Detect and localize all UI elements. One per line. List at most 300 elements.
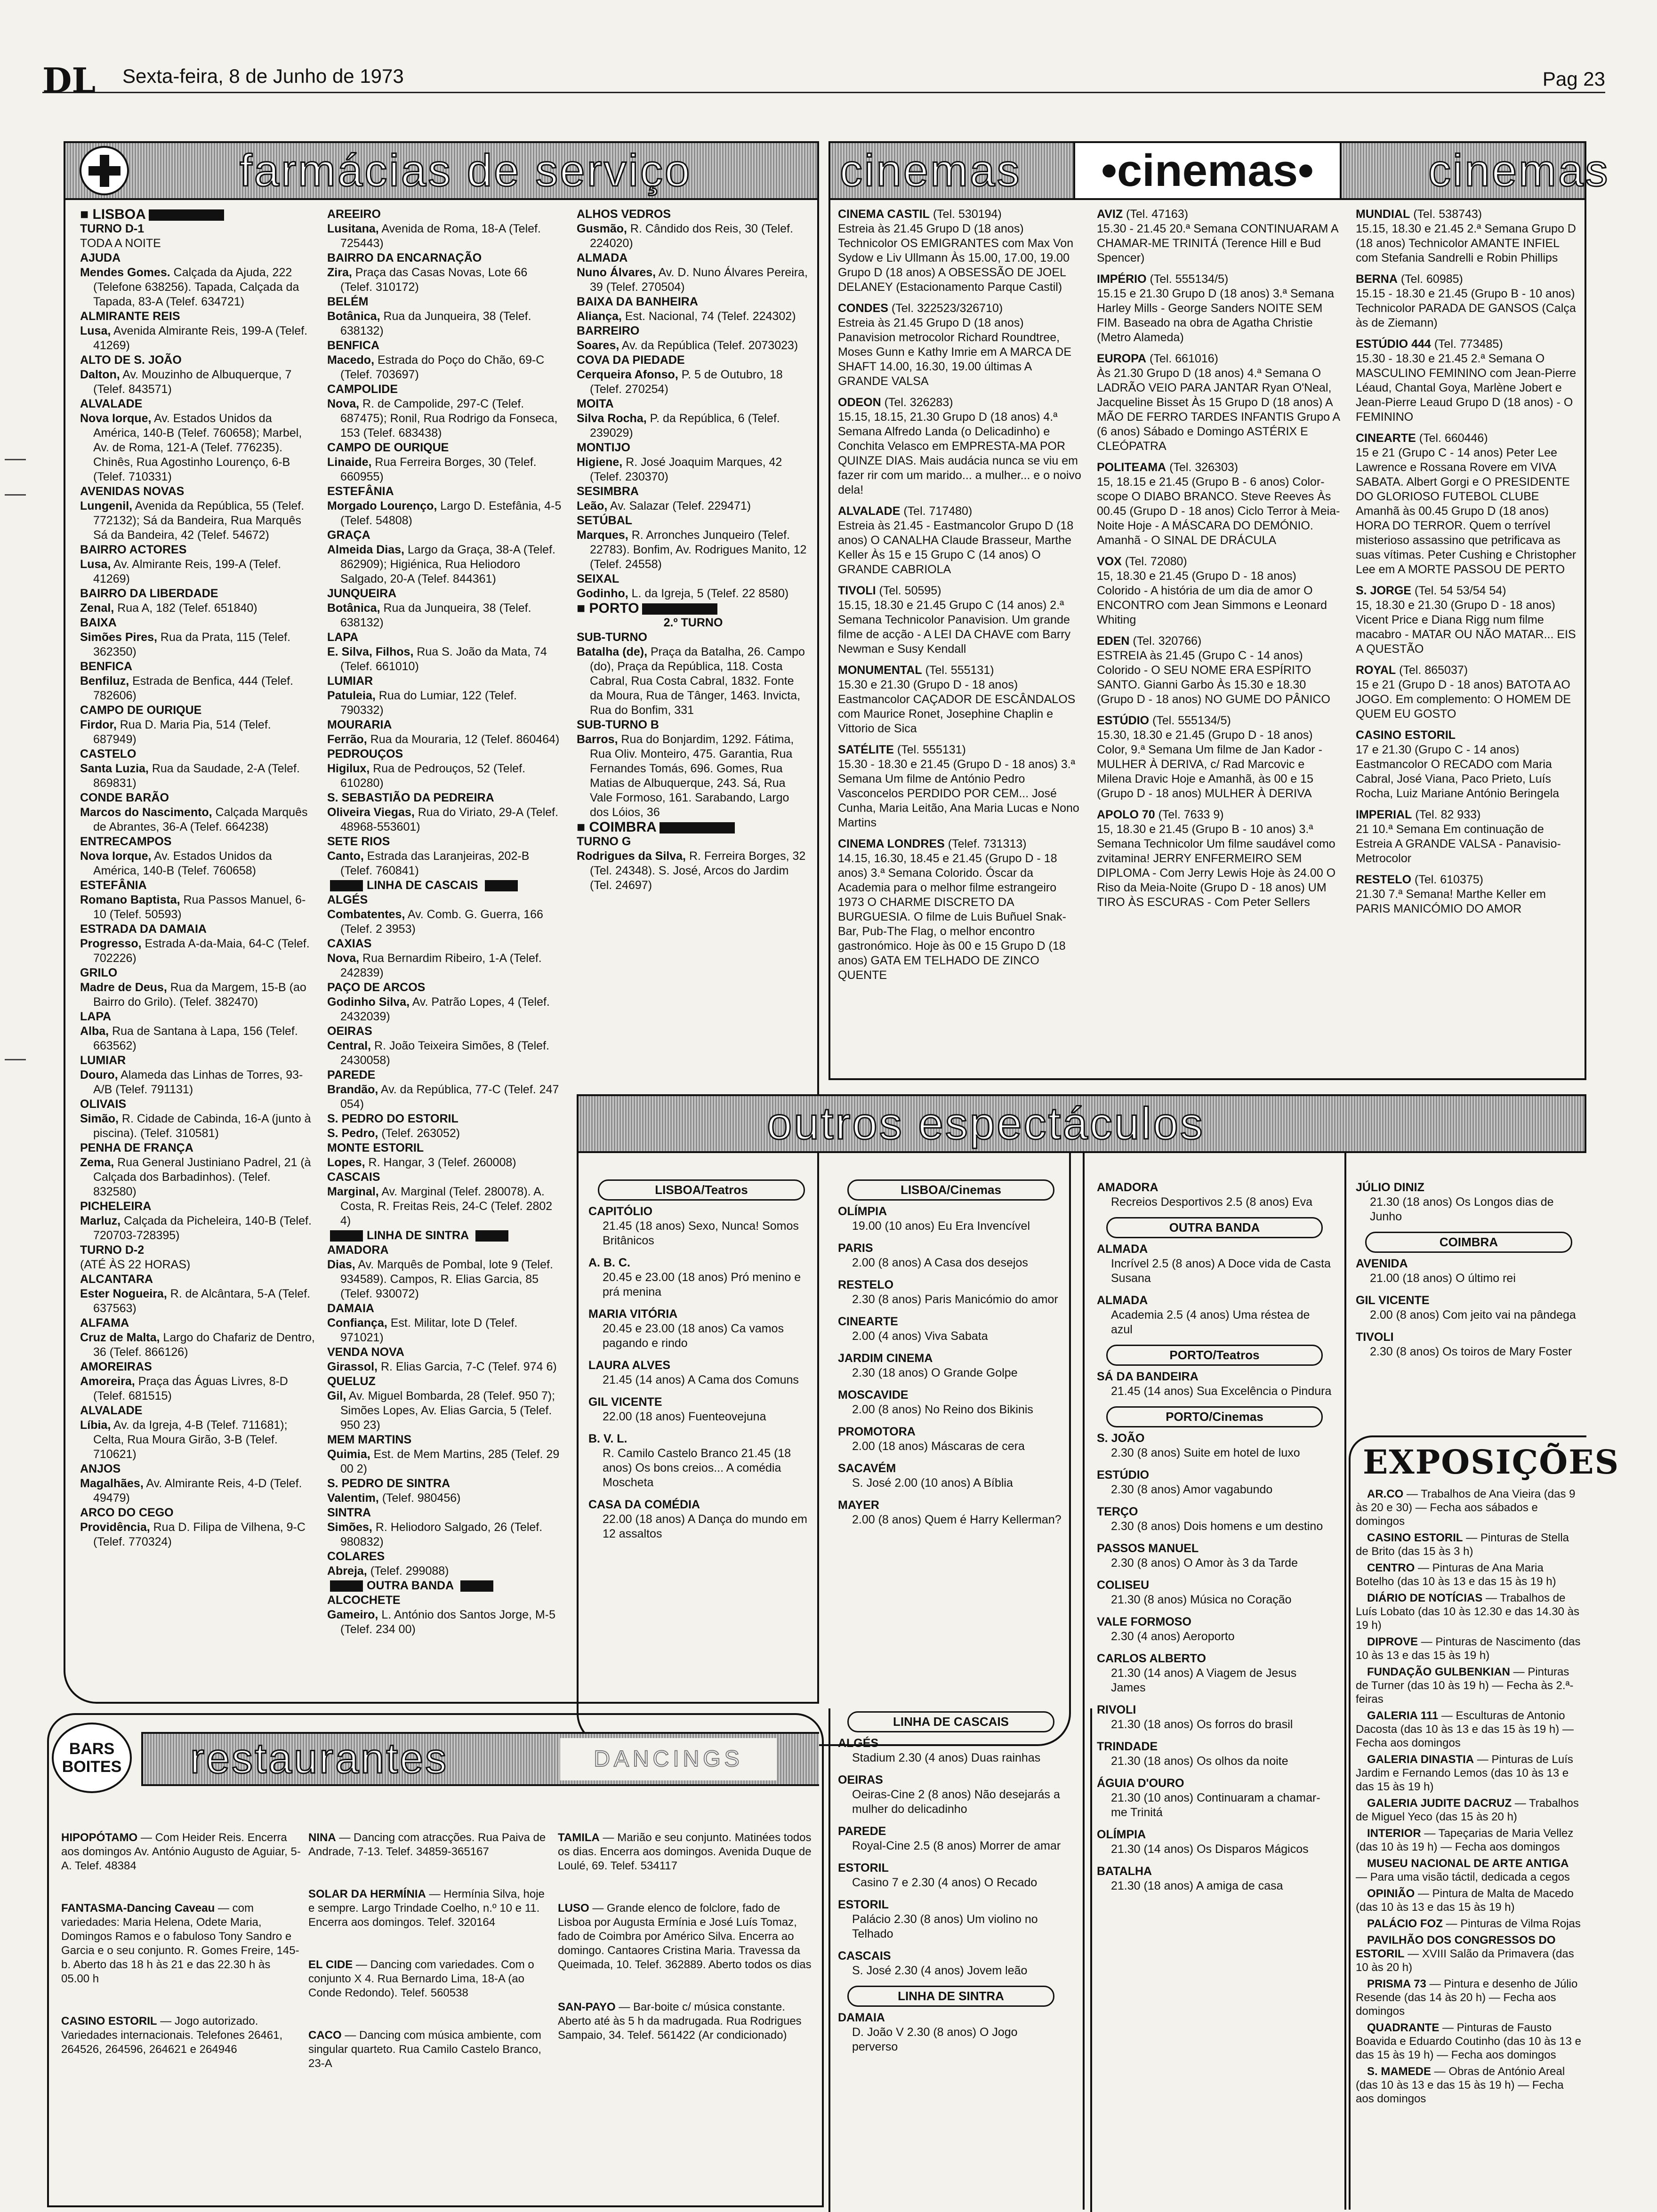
venue-program: S. José 2.30 (4 anos) Jovem leão [852,1964,1028,1977]
pharmacy-entry [327,1608,563,1637]
restaurantes-title: restaurantes [190,1735,449,1782]
district-label: SETE RIOS [327,835,390,848]
pharmacy-name: Soares, [577,339,619,352]
venue-name: PARIS [838,1242,873,1255]
cinema-showtimes: 15 e 21 (Grupo D - 18 anos) BATOTA AO JOGO. Em complemento: O HOMEM DE QUEM EU GOSTO [1356,678,1571,721]
venue-name: ÁGUIA D'OURO [1097,1777,1184,1790]
district-label: COLARES [327,1550,385,1563]
pharmacy-name: Brandão, [327,1083,378,1096]
district-label: OLIVAIS [80,1098,127,1111]
restaurant-name: TAMILA [558,1831,600,1844]
pharmacy-address: Praça das Casas Novas, Lote 66 (Telef. 310172) [340,266,528,294]
pharmacy-entry [327,1185,563,1228]
cinema-phone: (Tel. 555131) [922,664,994,677]
venue-name: AMADORA [1097,1181,1158,1194]
venue-program: 2.30 (4 anos) Aeroporto [1111,1630,1235,1643]
cinema-phone: (Telef. 731313) [944,837,1027,850]
district-label: CAXIAS [327,937,372,950]
cinema-phone: (Tel. 555131) [893,743,966,756]
pharmacy-name: Botânica, [327,601,380,615]
district-label: SUB-TURNO [577,631,647,644]
issue-date: Sexta-feira, 8 de Junho de 1973 [122,65,404,87]
pharmacy-name: Ferrão, [327,733,367,746]
pharmacy-address: Est. de Mem Martins, 285 (Telef. 29 00 2) [340,1448,560,1475]
district-label: CAMPO DE OURIQUE [327,441,449,454]
venue-listing [838,1351,1064,1380]
pharmacy-name: Douro, [80,1068,118,1082]
pharmacy-entry [327,645,563,674]
district-label: SEIXAL [577,572,619,585]
pharmacy-address: Est. Nacional, 74 (Telef. 224302) [621,310,796,323]
restaurant-name: HIPOPÓTAMO [61,1831,138,1844]
venue-name: TIVOLI [1356,1330,1394,1344]
venue-listing [838,1425,1064,1454]
cinema-listing [1097,207,1342,265]
cinema-showtimes: 15, 18.30 e 21.30 (Grupo D - 18 anos) Vicent Price e Diana Rigg num filme macabro - MATAR OU NÃO MATAR... EIS A QUESTÃO [1356,599,1576,656]
venue-program: 21.30 (8 anos) Música no Coração [1111,1593,1292,1606]
exhibition-venue: PAVILHÃO DOS CONGRESSOS DO ESTORIL [1356,1934,1556,1960]
exhibition-entry [1356,1665,1582,1706]
pharmacy-address: P. da República, 6 (Telef. 239029) [590,412,780,440]
venue-listing [838,1461,1064,1491]
pharmacy-name: Magalhães, [80,1477,144,1490]
pharmacy-name: Zema, [80,1156,114,1169]
pharmacy-address: Av. Marquês de Pombal, lote 9 (Telef. 934589). Campos, R. Elias Garcia, 85 (Telef. 930072) [340,1258,553,1300]
venue-program: 2.30 (8 anos) Dois homens e um destino [1111,1520,1323,1533]
restaurant-entry [308,1958,553,2000]
cinema-title: BERNA [1356,272,1398,286]
pharmacy-name: Confiança, [327,1316,387,1330]
venue-name: CASA DA COMÉDIA [588,1498,700,1511]
cinema-title: RESTELO [1356,873,1412,886]
pharmacy-address: Rua D. Maria Pia, 514 (Telef. 687949) [93,718,271,746]
venue-listing [588,1498,814,1541]
district-label: S. PEDRO DO ESTORIL [327,1112,458,1125]
exhibition-entry [1356,1531,1582,1558]
pharmacy-entry [327,761,563,791]
pharmacy-address: Rua da Prata, 115 (Telef. 362350) [93,631,291,658]
pharmacy-entry [577,338,810,353]
pharmacy-entry [80,937,315,966]
cinema-phone: (Tel. 322523/326710) [888,302,1003,315]
pharmacy-name: Morgado Lourenço, [327,499,437,513]
cinema-listing [1097,272,1342,345]
pharmacy-entry [80,718,315,747]
subsection-label: OUTRA BANDA [367,1579,454,1592]
district-label: JUNQUEIRA [327,587,397,600]
venue-program: Academia 2.5 (4 anos) Uma réstea de azul [1111,1308,1310,1336]
restaurant-name: CASINO ESTORIL [61,2015,157,2028]
bars-boites-badge [52,1723,132,1793]
venue-listing [1356,1257,1582,1286]
cinema-title: CINEARTE [1356,432,1416,445]
venue-name: COLISEU [1097,1579,1150,1592]
pharmacy-address: Rua do Bonjardim, 1292. Fátima, Rua Oliv. Monteiro, 475. Garantia, Rua Fernandes Tomás, 696. Gomes, Rua Matias de Albuquerque, 243. Sá, Rua Vale Formoso, 161. Sarabando, Largo dos Lóios, 36 [590,733,794,819]
district-label: ENTRECAMPOS [80,835,172,848]
cinema-name [1097,352,1342,366]
pharmacy-address: R. Cidade de Cabinda, 16-A (junto à piscina). (Telef. 310581) [93,1112,311,1140]
exhibition-details: — Pinturas de Ana Maria Botelho (das 10 às 13 e das 15 às 19 h) [1356,1562,1556,1588]
venue-listing [838,1241,1064,1270]
cinema-listing [1097,634,1342,707]
cinema-showtimes: Estreia às 21.45 Grupo D (18 anos) Panavision metrocolor Richard Roundtree, Moses Gunn e Kathy Imrie em A MARCA DE SHAFT 14.00, 16.30, 19.00 últimas A GRANDE VALSA [838,316,1072,388]
venue-name: B. V. L. [588,1432,627,1445]
district-label: MOURARIA [327,718,392,731]
venue-name: ALMADA [1097,1242,1148,1256]
cinema-title: EDEN [1097,634,1130,648]
district-label: ALCOCHETE [327,1594,401,1607]
pharmacy-address: Rua Ferreira Borges, 30 (Telef. 660955) [340,456,537,483]
exhibition-entry [1356,2065,1582,2106]
cinema-listing [1356,207,1579,265]
restaurant-entry [61,2014,301,2057]
cinema-listing [1356,584,1579,657]
venue-listing [1356,1330,1582,1359]
pharmacy-address: Av. Miguel Bombarda, 28 (Telef. 950 7); Simões Lopes, Av. Elias Garcia, 5 (Telef. 950 23) [340,1389,555,1432]
cinema-showtimes: 21 10.ª Semana Em continuação de Estreia A GRANDE VALSA - Panavisio-Metrocolor [1356,823,1561,865]
page-header [42,60,1605,100]
pharmacy-address: R. Cândido dos Reis, 30 (Telef. 224020) [590,222,793,250]
restaurant-entry [308,1831,553,1859]
pharmacy-entry [327,1520,563,1549]
exhibition-entry [1356,1753,1582,1794]
district-label: ARCO DO CEGO [80,1506,174,1519]
district-label: PENHA DE FRANÇA [80,1141,193,1154]
cinemas-col-1 [838,207,1083,1073]
category-label: LINHA DE CASCAIS [847,1711,1054,1732]
venue-name: OEIRAS [838,1773,883,1787]
pharmacy-name: Marluz, [80,1214,121,1227]
district-label: BAIRRO ACTORES [80,543,187,556]
exhibition-entry [1356,1709,1582,1750]
cinema-listing [838,207,1083,295]
pharmacy-entry [327,455,563,484]
venue-name: PAREDE [838,1825,886,1838]
pharmacy-address: Av. da República, 77-C (Telef. 247 054) [340,1083,559,1111]
venue-name: ESTÚDIO [1097,1468,1150,1482]
section-heading: ■ COIMBRA [577,820,810,834]
cinema-name [1097,272,1342,287]
district-label: CASCAIS [327,1170,380,1184]
cinema-showtimes: 15.15 e 21.30 Grupo D (18 anos) 3.ª Semana Harley Mills - George Sanders NOITE SEM FIM. Baseado na obra de Agatha Christie (Metro Alameda) [1097,287,1335,344]
venue-name: PROMOTORA [838,1425,916,1438]
venue-name: GIL VICENTE [1356,1294,1430,1307]
pharmacy-entry [327,309,563,338]
section-rule [485,880,518,891]
exhibition-venue: CENTRO [1367,1562,1415,1574]
pharmacy-entry [327,1082,563,1112]
pharmacy-entry [80,1287,315,1316]
venue-name: MAYER [838,1499,879,1512]
pharmacy-name: Simões, [327,1521,372,1534]
cinema-phone: (Tel. 865037) [1396,664,1468,677]
cinema-title: EUROPA [1097,352,1147,365]
category-label: LISBOA/Teatros [598,1179,805,1201]
pharmacy-address: Av. Almirante Reis, 4-D (Telef. 49479) [93,1477,302,1505]
cinema-phone: (Tel. 50595) [876,584,941,597]
exhibition-entry [1356,1796,1582,1824]
restaurant-name: SOLAR DA HERMÍNIA [308,1888,426,1900]
district-label: ANJOS [80,1462,121,1475]
exposicoes-title: EXPOSIÇÕES [1363,1443,1620,1482]
cinema-phone: (Tel. 54 53/54 54) [1411,584,1506,597]
restaurant-entry [558,1831,814,1873]
pharmacy-entry [577,528,810,572]
pharmacy-name: S. Pedro, [327,1127,378,1140]
pharmacy-entry [327,1126,563,1141]
venue-program: 20.45 e 23.00 (18 anos) Pró menino e prá menina [603,1271,801,1298]
venue-program: 21.30 (18 anos) Os Longos dias de Junho [1370,1195,1554,1223]
venue-name: CASCAIS [838,1949,891,1963]
pharmacy-entry [80,1330,315,1360]
district-label: MOITA [577,397,614,410]
venue-program: 20.45 e 23.00 (18 anos) Ca vamos pagando e rindo [603,1322,784,1350]
restaurantes-col-3 [558,1831,814,2203]
pharmacy-address: Av. da Igreja, 4-B (Telef. 711681); Celta, Rua Moura Girão, 3-B (Telef. 710621) [93,1419,288,1461]
venue-program: 2.30 (18 anos) O Grande Golpe [852,1366,1018,1379]
pharmacy-address: L. da Igreja, 5 (Telef. 22 8580) [628,587,789,600]
restaurant-name: NINA [308,1831,336,1844]
category-label: PORTO/Teatros [1106,1345,1323,1366]
pharmacy-address: Rua da Junqueira, 38 (Telef. 638132) [340,601,531,629]
cinema-phone: (Tel. 82 933) [1412,808,1481,821]
restaurant-entry [308,1887,553,1930]
venue-name: CAPITÓLIO [588,1205,653,1218]
pharmacy-entry [577,222,810,251]
section-label: PORTO [589,601,639,616]
exhibition-venue: DIÁRIO DE NOTÍCIAS [1367,1592,1483,1604]
venue-program: Casino 7 e 2.30 (4 anos) O Recado [852,1876,1038,1889]
pharmacy-entry [80,1476,315,1506]
farmacias-title: farmácias de serviço [240,145,692,196]
pharmacy-entry [327,907,563,937]
pharmacy-entry [327,1447,563,1476]
pharmacy-address: L. António dos Santos Jorge, M-5 (Telef. 234 00) [340,1608,555,1636]
restaurantes-col-2 [308,1831,553,2203]
pharmacy-name: Gil, [327,1389,346,1403]
restaurant-name: CACO [308,2029,342,2042]
cinema-name [838,301,1083,316]
cinema-title: CASINO ESTORIL [1356,729,1456,742]
pharmacy-address: (Telef. 263052) [378,1127,460,1140]
pharmacy-address: R. de Campolide, 297-C (Telef. 687475); Ronil, Rua Rodrigo da Fonseca, 153 (Telef. 683438) [340,397,558,440]
exhibition-details: — Pintura de Malta de Macedo (das 10 às 13 e das 15 às 19 h) [1356,1887,1574,1914]
subsection-label: LINHA DE CASCAIS [367,879,478,892]
exhibition-entry [1356,1857,1582,1884]
cinema-listing [1097,808,1342,910]
pharmacy-name: Lusa, [80,324,111,337]
restaurant-details: — Hermínia Silva, hoje e sempre. Largo Trindade Coelho, n.º 10 e 11. Encerra aos domingos. Telef. 320164 [308,1888,545,1929]
cinema-title: CONDES [838,302,888,315]
district-label: BARREIRO [577,324,640,337]
venue-name: CINEARTE [838,1315,898,1328]
pharmacy-entry [577,455,810,484]
restaurant-entry [61,1831,301,1873]
subsection-heading [327,1579,563,1593]
district-label: BAIRRO DA ENCARNAÇÃO [327,251,482,264]
pharmacy-name: Higilux, [327,762,370,775]
pharmacy-entry [327,1039,563,1068]
pharmacy-entry [327,805,563,834]
pharmacy-address: Estrada A-da-Maia, 64-C (Telef. 702226) [93,937,310,965]
pharmacy-name: Leão, [577,499,608,513]
cinema-showtimes: 21.30 7.ª Semana! Marthe Keller em PARIS MANICÓMIO DO AMOR [1356,888,1546,915]
exhibition-venue: GALERIA 111 [1367,1709,1439,1722]
pharmacy-name: Patuleia, [327,689,376,702]
cinema-title: IMPÉRIO [1097,272,1147,286]
restaurant-entry [61,1901,301,1986]
section-rule [149,209,224,221]
pharmacy-name: Abreja, [327,1564,367,1578]
venue-name: OLÍMPIA [838,1205,887,1218]
cinema-phone: (Tel. 717480) [900,505,973,518]
district-label: CONDE BARÃO [80,791,169,804]
outros-title: outros espectáculos [767,1098,1205,1149]
pharmacy-entry [327,543,563,586]
district-label: GRAÇA [327,529,370,542]
pharmacy-name: Ester Nogueira, [80,1287,167,1300]
section-heading: ■ LISBOA [80,207,315,222]
pharmacy-entry [80,1112,315,1141]
pharmacy-name: Cruz de Malta, [80,1331,160,1344]
district-label: ALVALADE [80,397,143,410]
pharmacy-address: Rua da Mouraria, 12 (Telef. 860464) [367,733,560,746]
restaurant-details: — Dancing com música ambiente, com singular quarteto. Rua Camilo Castelo Branco, 23-A [308,2029,541,2070]
cinema-listing [1097,713,1342,801]
exhibition-entry [1356,1933,1582,1974]
cinema-phone: (Tel. 47163) [1123,208,1189,221]
outros-col-coimbra [1356,1177,1582,1421]
venue-name: DAMAIA [838,2011,885,2024]
district-label: VENDA NOVA [327,1346,404,1359]
exhibition-venue: AR.CO [1367,1488,1404,1500]
cinema-phone: (Tel. 326283) [881,396,953,409]
pharmacy-name: Nuno Álvares, [577,266,656,279]
pharmacy-name: Quimia, [327,1448,370,1461]
cinema-name [1356,808,1579,822]
venue-name: S. JOÃO [1097,1432,1145,1445]
pharmacy-entry [327,265,563,295]
exhibition-details: — Pinturas de Nascimento (das 10 às 13 e das 15 às 19 h) [1356,1635,1581,1662]
pharmacy-name: Mendes Gomes. [80,266,170,279]
venue-program: 21.00 (18 anos) O último rei [1370,1272,1516,1285]
pharmacy-address: Praça da Batalha, 26. Campo (do), Praça da República, 118. Costa Cabral, Rua Costa Cabral, 1832. Fonte da Moura, Rua de Tânger, 1463. Invicta, Rua do Bonfim, 331 [590,645,805,717]
pharmacy-entry [577,849,810,893]
restaurant-entry [558,1901,814,1972]
pharmacy-entry [80,849,315,878]
cinema-phone: (Tel. 326303) [1166,461,1239,474]
venue-program: Oeiras-Cine 2 (8 anos) Não desejarás a mulher do delicadinho [852,1788,1060,1816]
cinema-showtimes: 15.30 - 21.45 20.ª Semana CONTINUARAM A CHAMAR-ME TRINITÁ (Terence Hill e Bud Spencer) [1097,222,1338,264]
district-label: CAMPO DE OURIQUE [80,704,202,717]
restaurant-name: SAN-PAYO [558,2001,616,2013]
district-label: OEIRAS [327,1025,372,1038]
margin-mark [5,494,26,496]
pharmacy-address: Calçada da Picheleira, 140-B (Telef. 720703-728395) [93,1214,312,1242]
pharmacy-name: Marcos do Nascimento, [80,806,212,819]
margin-mark [5,1059,26,1060]
pharmacy-address: Av. Almirante Reis, 199-A (Telef. 41269) [93,558,282,585]
pharmacy-entry [327,601,563,630]
pharmacy-entry [80,499,315,543]
pharmacy-address: Largo do Chafariz de Dentro, 36 (Telef. 866126) [93,1331,315,1359]
venue-program: 21.30 (18 anos) Os forros do brasil [1111,1718,1293,1731]
cinema-listing [1356,337,1579,425]
venue-name: ESTORIL [838,1861,889,1875]
pharmacy-name: Central, [327,1039,371,1052]
pharmacy-entry [80,1068,315,1097]
pharmacy-entry [80,674,315,703]
district-label: ALHOS VEDROS [577,208,671,221]
pharmacy-address: Estrada de Benfica, 444 (Telef. 782606) [93,674,293,702]
cinema-title: CINEMA CASTIL [838,208,930,221]
pharmacy-entry [80,1374,315,1403]
outros-mid-panel [1083,1153,1346,2210]
venue-program: 21.30 (10 anos) Continuaram a chamar-me Trinitá [1111,1791,1320,1819]
pharmacy-address: R. Elias Garcia, 7-C (Telef. 974 6) [378,1360,557,1373]
pharmacy-address: R. José Joaquim Marques, 42 (Telef. 230370) [590,456,782,483]
section-rule [330,880,363,891]
venue-program: 2.30 (8 anos) Suite em hotel de luxo [1111,1446,1300,1459]
pharmacy-address: Av. da República (Telef. 2073023) [619,339,798,352]
pharmacy-name: Lungenil, [80,499,133,513]
district-label: CASTELO [80,747,137,761]
pharmacy-name: Firdor, [80,718,117,731]
venue-name: AVENIDA [1356,1257,1408,1270]
outros-linhas-panel [828,1708,1092,2212]
district-label: ESTEFÂNIA [80,879,147,892]
venue-listing [588,1395,814,1424]
venue-program: 2.30 (8 anos) Os toiros de Mary Foster [1370,1345,1572,1358]
pharmacy-address: Rua A, 182 (Telef. 651840) [114,601,257,615]
cinema-name [1097,207,1342,222]
pharmacy-entry [577,368,810,397]
cinema-title: ROYAL [1356,664,1396,677]
pharmacy-address: R. Arronches Junqueiro (Telef. 22783). Bonfim, Av. Rodrigues Manito, 12 (Telef. 24558) [590,529,807,571]
exposicoes-list [1356,1487,1582,2207]
pharmacy-entry [80,265,315,309]
district-label: ALMADA [577,251,628,264]
pharmacy-name: Dalton, [80,368,120,381]
exhibition-venue: MUSEU NACIONAL DE ARTE ANTIGA [1367,1857,1569,1870]
pharmacy-entry [327,1564,563,1579]
exhibition-entry [1356,1977,1582,2018]
pharmacy-name: Valentim, [327,1491,379,1505]
pharmacy-entry [80,805,315,834]
pharmacy-address: Largo D. Estefânia, 4-5 (Telef. 54808) [340,499,562,527]
pharmacy-name: Oliveira Viegas, [327,806,415,819]
pharmacy-name: Batalha (de), [577,645,648,658]
exhibition-details: — Pinturas de Luís Jardim e Fernando Lemos (das 10 às 13 e das 15 às 19 h) [1356,1753,1573,1793]
venue-name: BATALHA [1097,1865,1152,1878]
cinema-showtimes: Estreia às 21.45 Grupo D (18 anos) Technicolor OS EMIGRANTES com Max Von Sydow e Liv Ullmann Às 15.00, 17.00, 19.00 Grupo D (18 anos) A OBSESSÃO DE JOEL DELANEY (Estacionamento Parque Castil) [838,222,1074,294]
cinema-showtimes: 15, 18.30 e 21.45 (Grupo B - 10 anos) 3.ª Semana Technicolor Um filme saudável como zvitamina! JERRY ENFERMEIRO SEM DIPLOMA - Com Jerry Lewis Hoje às 24.00 O Riso da Meia-Noite (Grupo D - 18 anos) UM TIRO ÀS ESCURAS - Com Peter Sellers [1097,823,1336,909]
exhibition-entry [1356,1487,1582,1528]
pharmacy-address: Calçada da Ajuda, 222 (Telefone 638256). Tapada, Calçada da Tapada, 83-A (Telef. 634721) [93,266,299,308]
pharmacy-name: Zenal, [80,601,114,615]
cinema-phone: (Tel. 60985) [1397,272,1463,286]
pharmacy-address: Av. Salazar (Telef. 229471) [607,499,751,513]
cinema-phone: (Tel. 555134/5) [1146,272,1229,286]
venue-program: D. João V 2.30 (8 anos) O Jogo perverso [852,2026,1018,2053]
exhibition-details: — Trabalhos de Ana Vieira (das 9 às 20 e 30) — Fecha aos sábados e domingos [1356,1488,1576,1528]
cinema-name [838,584,1083,598]
cinema-title: ALVALADE [838,505,901,518]
cinema-phone: (Tel. 661016) [1146,352,1218,365]
pharmacy-name: Simões Pires, [80,631,157,644]
cinema-name [1356,337,1579,352]
exhibition-details: — Esculturas de Antonio Dacosta (das 10 às 13 e das 15 às 19 h) — Fecha aos domingos [1356,1709,1574,1749]
